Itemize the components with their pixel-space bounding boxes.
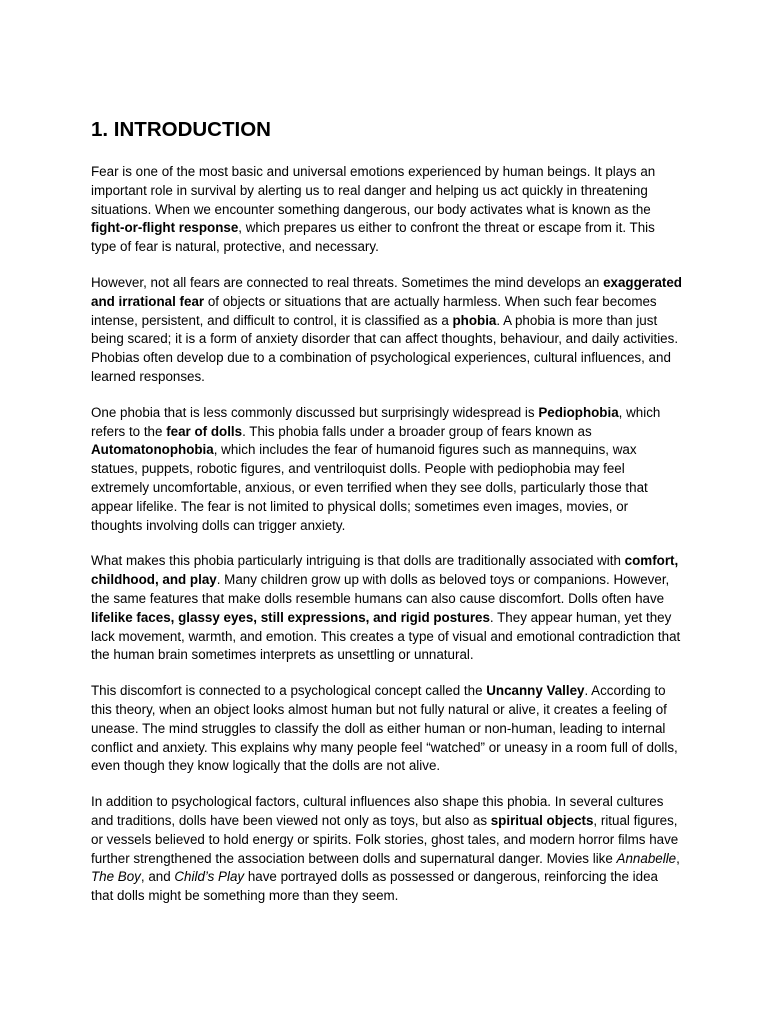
document-page: [91, 117, 683, 923]
text-run: , which prepares us either to confront the threat or escape from it. This type of fear is natural, protective, and necessary.: [91, 220, 655, 255]
paragraph-1: [91, 163, 683, 257]
paragraph-3: [91, 404, 683, 536]
text-run: , which includes the fear of humanoid figures such as mannequins, wax statues, puppets, robotic figures, and ventriloquist dolls. People with pediophobia may feel extremely uncomfortable, anxious, or even terrified when they see dolls, particularly those that appear lifelike. The fear is not limited to physical dolls; sometimes even images, movies, or thoughts involving dolls can trigger anxiety.: [91, 442, 648, 533]
bold-term: fear of dolls: [166, 423, 243, 439]
text-run: What makes this phobia particularly intriguing is that dolls are traditionally associated with: [91, 553, 625, 569]
paragraph-5: [91, 682, 683, 776]
bold-term: lifelike faces, glassy eyes, still expressions, and rigid postures: [91, 609, 490, 625]
body-text: [91, 163, 683, 906]
text-run: of objects or situations that are actually harmless. When such fear becomes intense, persistent, and difficult to control, it is classified as a: [91, 293, 657, 328]
text-run: ,: [676, 850, 680, 866]
bold-term: exaggerated and irrational fear: [91, 274, 682, 309]
italic-title: The Boy: [91, 869, 141, 885]
text-run: This discomfort is connected to a psychological concept called the: [91, 683, 487, 699]
paragraph-2: [91, 274, 683, 387]
bold-term: Automatonophobia: [91, 442, 214, 458]
text-run: , and: [140, 869, 175, 885]
text-run: However, not all fears are connected to real threats. Sometimes the mind develops an: [91, 274, 604, 290]
text-run: . According to this theory, when an object looks almost human but not fully natural or alive, it creates a feeling of unease. The mind struggles to classify the doll as either human or non-human, leading to internal conflict and anxiety. This explains why many people feel “watched” or uneasy in a room full of dolls, even though they know logically that the dolls are not alive.: [91, 683, 678, 774]
italic-title: Annabelle: [616, 850, 677, 866]
text-run: One phobia that is less commonly discussed but surprisingly widespread is: [91, 404, 539, 420]
bold-term: Uncanny Valley: [486, 683, 585, 699]
bold-term: spiritual objects: [490, 812, 594, 828]
bold-term: Pediophobia: [538, 404, 619, 420]
italic-title: Child’s Play: [174, 869, 245, 885]
text-run: . A phobia is more than just being scared; it is a form of anxiety disorder that can affect thoughts, behaviour, and daily activities. Phobias often develop due to a combination of psychological experiences, cultural influences, and learned responses.: [91, 312, 679, 384]
text-run: , which refers to the: [91, 404, 661, 439]
bold-term: comfort, childhood, and play: [91, 553, 679, 588]
text-run: Fear is one of the most basic and universal emotions experienced by human beings. It plays an important role in survival by alerting us to real danger and helping us act quickly in threatening situations. When we encounter something dangerous, our body activates what is known as the: [91, 164, 656, 217]
text-run: . This phobia falls under a broader group of fears known as: [242, 423, 592, 439]
text-run: In addition to psychological factors, cultural influences also shape this phobia. In several cultures and traditions, dolls have been viewed not only as toys, but also as: [91, 794, 664, 828]
bold-term: fight-or-flight response: [91, 220, 239, 236]
text-run: . They appear human, yet they lack movement, warmth, and emotion. This creates a type of visual and emotional contradiction that the human brain sometimes interprets as unsettling or unnatural.: [91, 609, 681, 663]
text-run: . Many children grow up with dolls as beloved toys or companions. However, the same features that make dolls resemble humans can also cause discomfort. Dolls often have: [91, 572, 670, 606]
bold-term: phobia: [452, 312, 497, 328]
text-run: have portrayed dolls as possessed or dangerous, reinforcing the idea that dolls might be something more than they seem.: [91, 869, 658, 904]
paragraph-4: [91, 552, 683, 665]
paragraph-6: [91, 793, 683, 906]
section-heading: 1. INTRODUCTION: [91, 118, 271, 141]
text-run: , ritual figures, or vessels believed to hold energy or spirits. Folk stories, ghost tales, and modern horror films have further strengthened the association between dolls and supernatural danger. Movies like: [91, 812, 679, 866]
